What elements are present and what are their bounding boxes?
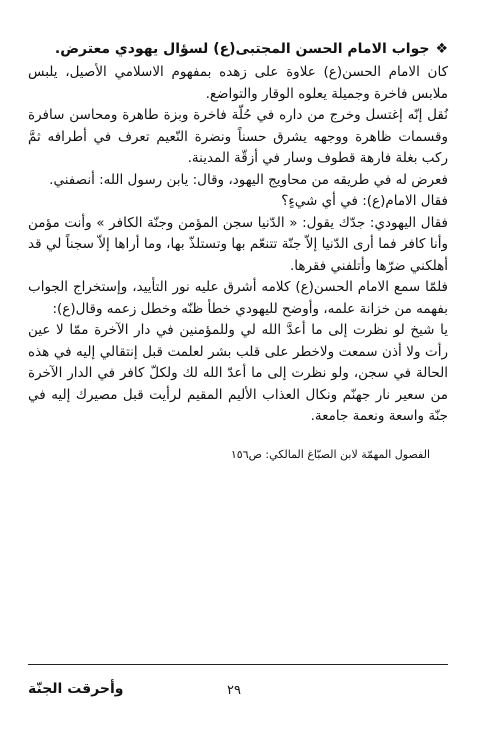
paragraph-jew-request: فعرض له في طريقه من محاويج اليهود، وقال: يابن رسول الله: أنصفني. [49,171,448,188]
paragraph-imam-response-intro: فلمّا سمع الامام الحسن(ع) كلامه أشرق عليه نور التأييد، وإستخراج الجواب بفهمه من خزانة علمه، وأوضح لليهودي خطأ ظنّه وخطل زعمه وقال(ع): [28,279,448,317]
page-body [28,38,448,475]
page-number: ٢٩ [227,683,241,698]
footnote-source: الفصول المهمّة لابن الصبّاغ المالكي: ص١٥٦ [230,447,430,461]
footer-divider [28,664,448,665]
section-heading-text: جواب الامام الحسن المجتبى(ع) لسؤال يهودي معترض. [54,41,430,57]
paragraph-jew-argument: فقال اليهودي: جدّك يقول: « الدّنيا سجن المؤمن وجنّة الكافر » وأنت مؤمن وأنا كافر فما أرى الدّنيا إلاّ جنّة تتنعّم بها وتستلذّ بها، وما أراها إلاّ سجناً لي قد أهلكني ضرّها وأتلفني فقرها. [28,214,448,274]
section-heading [28,38,448,60]
running-book-title: وأحرقت الجنّة [28,681,124,697]
paragraph-imam-answer: يا شيخ لو نظرت إلى ما أعدَّ الله لي وللمؤمنين في دار الآخرة ممّا لا عين رأت ولا أذن سمعت ولاخطر على قلب بشر لعلمت قبل إنتقالي إليه في هذه الحالة في سجن، ولو نظرت إلى ما أعدّ الله لك ولكلّ كافر في الدار الآخرة من سعير نار جهنّم ونكال العذاب الأليم المقيم لرأيت قبل مصيرك إليه في جنّة واسعة ونعمة جامعة. [28,322,448,424]
paragraph-intro: كان الامام الحسن(ع) علاوة على زهده بمفهوم الاسلامي الأصيل، يلبس ملابس فاخرة وجميلة يعلوه الوقار والتواضع. [28,64,448,102]
diamond-bullet-icon: ❖ [435,41,448,57]
paragraph-narration: نُقل إنّه إغتسل وخرج من داره في حُلّة فاخرة وبزة طاهرة ومحاسن سافرة وقسمات ظاهرة ووجهه يشرق حسناً ونضرة النّعيم تعرف في أطرافه ثمَّ ركب بغلة فارهة قطوف وسار في أزقّة المدينة. [28,107,448,166]
paragraph-imam-question: فقال الامام(ع): في أي شيءٍ؟ [281,193,448,209]
